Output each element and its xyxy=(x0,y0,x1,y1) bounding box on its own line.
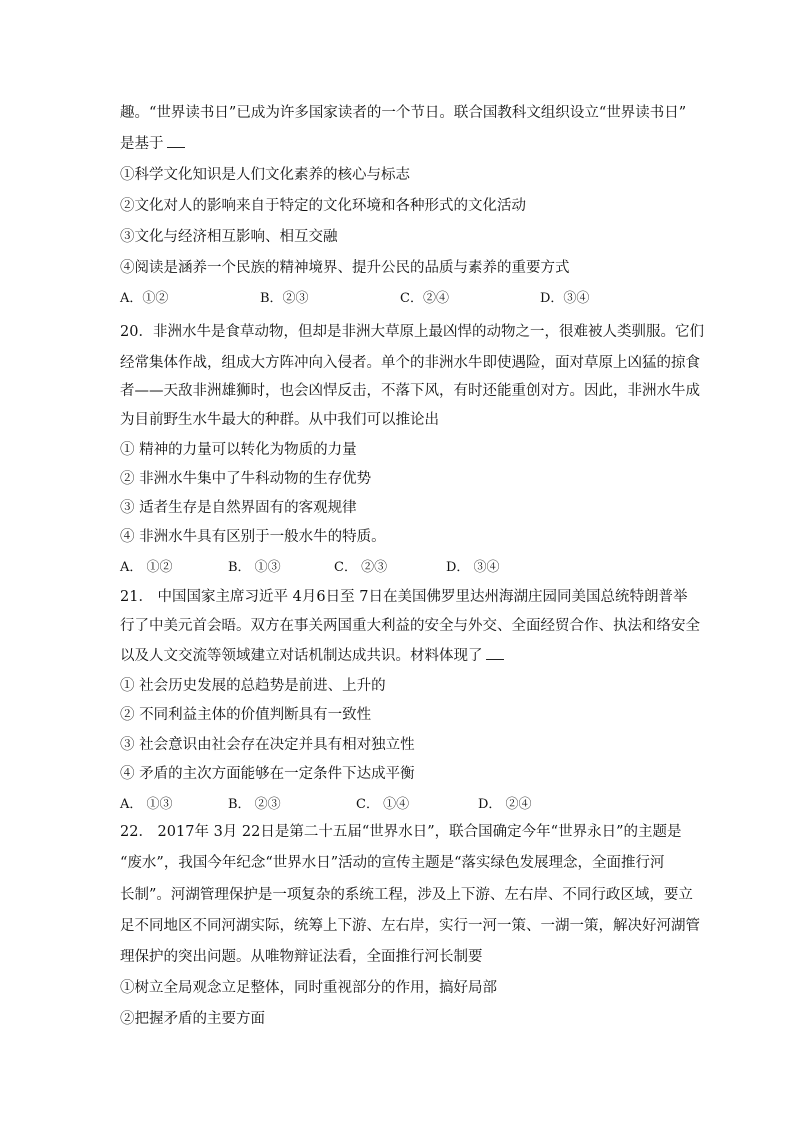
q21-statement-4: ④ 矛盾的主次方面能够在一定条件下达成平衡 xyxy=(120,766,415,782)
q21-statement-1: ① 社会历史发展的总趋势是前进、上升的 xyxy=(120,678,386,694)
q22-statement-1: ①树立全局观念立足整体，同时重视部分的作用，搞好局部 xyxy=(120,980,497,996)
q20-option-a: A． ①② xyxy=(120,560,173,575)
q21-option-d: D． ②④ xyxy=(478,797,532,812)
q20-option-d: D． ③④ xyxy=(446,560,500,575)
q21-stem-line-2: 行了中美元首会晤。双方在事关两国重大利益的安全与外交、全面经贸合作、执法和络安全 xyxy=(120,618,700,634)
q20-stem-line-3: 者——天敌非洲雄狮时，也会凶悍反击，不落下风，有时还能重创对方。因此，非洲水牛成 xyxy=(120,383,700,399)
q19-option-d: D．③④ xyxy=(540,291,590,306)
q19-option-a: A．①② xyxy=(120,291,169,306)
q20-statement-1: ① 精神的力量可以转化为物质的力量 xyxy=(120,442,357,458)
q22-stem-line-4: 足不同地区不同河湖实际，统筹上下游、左右岸，实行一河一策、一湖一策，解决好河湖管 xyxy=(120,918,700,934)
q21-stem-line-3 xyxy=(120,646,504,666)
q20-option-b: B． ①③ xyxy=(228,560,281,575)
q22-stem-line-1: 22． 2017年 3月 22日是第二十五届“世界水日”，联合国确定今年“世界永日”的主题是 xyxy=(120,824,682,840)
q21-statement-2: ② 不同利益主体的价值判断具有一致性 xyxy=(120,707,372,723)
q21-statement-3: ③ 社会意识由社会存在决定并具有相对独立性 xyxy=(120,737,415,753)
q21-option-b: B． ②③ xyxy=(228,797,281,812)
q20-stem-line-2: 经常集体作战，组成大方阵冲向入侵者。单个的非洲水牛即使遇险，面对草原上凶猛的掠食 xyxy=(120,355,700,371)
q20-statement-4: ④ 非洲水牛具有区别于一般水牛的特质。 xyxy=(120,529,386,545)
answer-blank xyxy=(486,647,504,660)
q20-statement-3: ③ 适者生存是自然界固有的客观规律 xyxy=(120,500,357,516)
q19-option-b: B．②③ xyxy=(260,291,309,306)
q19-stem-line-2 xyxy=(120,134,185,154)
q19-option-c: C．②④ xyxy=(400,291,449,306)
q21-option-c: C． ①④ xyxy=(356,797,410,812)
q19-statement-4: ④阅读是涵养一个民族的精神境界、提升公民的品质与素养的重要方式 xyxy=(120,260,570,276)
q22-stem-line-3: 长制”。河湖管理保护是一项复杂的系统工程，涉及上下游、左右岸、不同行政区域，要立 xyxy=(120,887,693,903)
q22-statement-2: ②把握矛盾的主要方面 xyxy=(120,1011,265,1027)
q20-option-c: C． ②③ xyxy=(334,560,388,575)
q22-stem-line-5: 理保护的突出问题。从唯物辩证法看，全面推行河长制要 xyxy=(120,949,483,965)
q19-statement-1: ①科学文化知识是人们文化素养的核心与标志 xyxy=(120,167,410,183)
q20-statement-2: ② 非洲水牛集中了牛科动物的生存优势 xyxy=(120,471,372,487)
q21-stem-line-1: 21． 中国国家主席习近平 4月6日至 7日在美国佛罗里达州海湖庄园同美国总统特朗普举 xyxy=(120,589,688,605)
q19-statement-3: ③文化与经济相互影响、相互交融 xyxy=(120,229,338,245)
answer-blank xyxy=(167,135,185,148)
q19-stem-line-1: 趣。“世界读书日”已成为许多国家读者的一个节日。联合国教科文组织设立“世界读书日” xyxy=(120,105,687,121)
q19-stem-text: 是基于 xyxy=(120,136,164,152)
q21-stem-text: 以及人文交流等领域建立对话机制达成共识。材料体现了 xyxy=(120,648,483,664)
q20-stem-line-1: 20．非洲水牛是食草动物，但却是非洲大草原上最凶悍的动物之一，很难被人类驯服。它们 xyxy=(120,324,704,340)
q22-stem-line-2: “废水”，我国今年纪念“世界水日”活动的宣传主题是“落实绿色发展理念，全面推行河 xyxy=(120,855,665,871)
q20-stem-line-4: 为目前野生水牛最大的种群。从中我们可以推论出 xyxy=(120,412,439,428)
q21-option-a: A． ①③ xyxy=(120,797,173,812)
q19-statement-2: ②文化对人的影响来自于特定的文化环境和各种形式的文化活动 xyxy=(120,198,526,214)
